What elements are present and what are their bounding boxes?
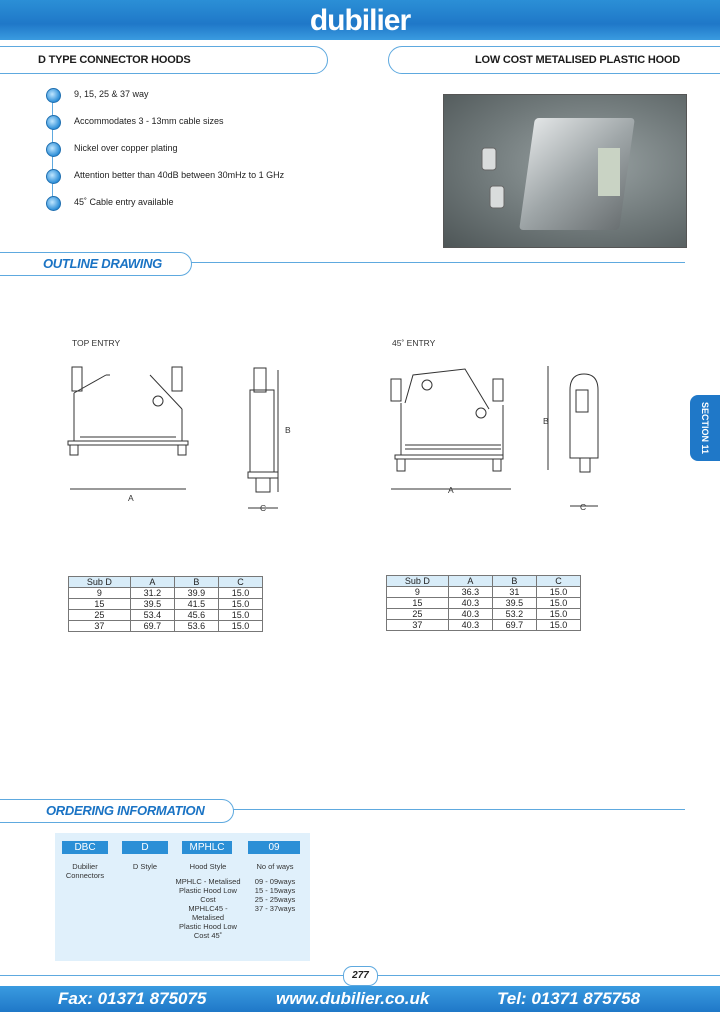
bullet-dot-icon xyxy=(46,115,61,130)
outline-divider xyxy=(190,262,685,263)
top-entry-label: TOP ENTRY xyxy=(72,338,121,348)
angled-dim-c-label: C xyxy=(580,502,587,512)
bullet-dot-icon xyxy=(46,169,61,184)
order-code-hood: MPHLC xyxy=(182,841,232,854)
page-number: 277 xyxy=(343,966,378,986)
order-code-ways: 09 xyxy=(248,841,300,854)
table-row: 25 53.4 45.6 15.0 xyxy=(69,610,263,621)
order-code-style: D xyxy=(122,841,168,854)
bullet-dot-icon xyxy=(46,142,61,157)
angled-entry-label: 45˚ ENTRY xyxy=(392,338,436,348)
angled-entry-front-drawing xyxy=(385,355,525,505)
table-row: 9 36.3 31 15.0 xyxy=(387,587,581,598)
order-code-series: DBC xyxy=(62,841,108,854)
feature-item: Nickel over copper plating xyxy=(46,142,406,168)
ordering-divider xyxy=(232,809,685,810)
angled-entry-dimension-table xyxy=(386,575,581,631)
order-desc-style: D Style xyxy=(132,862,158,871)
top-entry-dimension-table xyxy=(68,576,263,632)
outline-title: OUTLINE DRAWING xyxy=(43,256,162,271)
feature-item: 9, 15, 25 & 37 way xyxy=(46,88,406,114)
header-left-title: D TYPE CONNECTOR HOODS xyxy=(38,54,191,66)
table-row: 37 40.3 69.7 15.0 xyxy=(387,620,581,631)
feature-item: Accommodates 3 - 13mm cable sizes xyxy=(46,115,406,141)
header-right-title: LOW COST METALISED PLASTIC HOOD xyxy=(475,54,681,66)
feature-item: Attention better than 40dB between 30mHz to 1 GHz xyxy=(46,169,406,195)
table-row: 9 31.2 39.9 15.0 xyxy=(69,588,263,599)
table-row: 15 40.3 39.5 15.0 xyxy=(387,598,581,609)
bullet-dot-icon xyxy=(46,196,61,211)
table-header-row: Sub D A B C xyxy=(69,577,263,588)
feature-item: 45˚ Cable entry available xyxy=(46,196,406,222)
table-row: 25 40.3 53.2 15.0 xyxy=(387,609,581,620)
footer-fax: Fax: 01371 875075 xyxy=(58,989,207,1008)
section-side-label: SECTION 11 xyxy=(700,401,710,455)
top-dim-a-label: A xyxy=(128,493,134,503)
table-row: 37 69.7 53.6 15.0 xyxy=(69,621,263,632)
footer-telephone: Tel: 01371 875758 xyxy=(497,989,641,1008)
thumbscrew-image xyxy=(478,130,538,220)
ordering-title: ORDERING INFORMATION xyxy=(46,803,205,818)
angled-dim-b-label: B xyxy=(543,416,549,426)
bullet-dot-icon xyxy=(46,88,61,103)
footer-website[interactable]: www.dubilier.co.uk xyxy=(276,989,430,1008)
top-dim-c-label: C xyxy=(260,503,267,513)
brand-logo: dubilier xyxy=(309,4,411,37)
angled-entry-side-drawing xyxy=(540,360,610,520)
order-desc-hood: Hood Style MPHLC - Metalised Plastic Hood Low Cost MPHLC45 - Metalised Plastic Hood Low Cost 45˚ xyxy=(175,862,241,940)
order-desc-series: Dubilier Connectors xyxy=(65,862,105,880)
order-desc-ways: No of ways 09 - 09ways 15 - 15ways 25 - 25ways 37 - 37ways xyxy=(254,862,296,913)
table-header-row: Sub D A B C xyxy=(387,576,581,587)
top-entry-front-drawing xyxy=(60,355,200,515)
table-row: 15 39.5 41.5 15.0 xyxy=(69,599,263,610)
top-entry-side-drawing xyxy=(240,360,300,520)
angled-dim-a-label: A xyxy=(448,485,454,495)
top-dim-b-label: B xyxy=(285,425,291,435)
hood-window xyxy=(598,148,620,196)
